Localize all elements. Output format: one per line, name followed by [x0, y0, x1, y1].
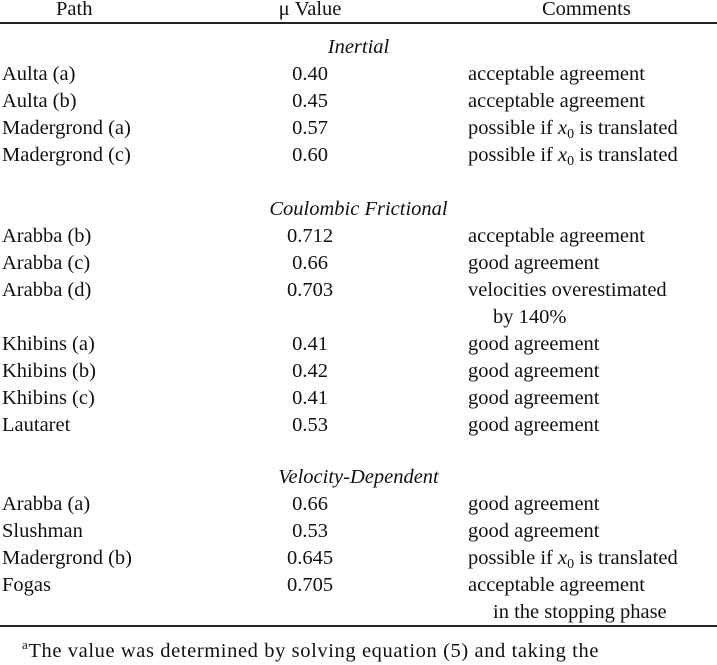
table-row	[0, 385, 717, 412]
table-row	[0, 142, 717, 169]
header-comments: Comments	[542, 0, 631, 20]
mu-cell: 0.40	[292, 63, 328, 85]
path-cell: Fogas	[2, 574, 51, 596]
table-row	[0, 518, 717, 545]
comment-prefix: possible if	[468, 547, 558, 569]
comment-cell: good agreement	[468, 252, 600, 274]
comment-subscript: 0	[567, 557, 575, 572]
mu-cell: 0.705	[286, 574, 334, 596]
comment-continuation: by 140%	[493, 306, 567, 328]
path-cell: Lautaret	[2, 414, 71, 436]
comment-cell	[468, 142, 678, 175]
mu-cell: 0.66	[292, 493, 328, 515]
footnote-marker: a	[22, 637, 29, 652]
table-row	[0, 277, 717, 304]
footnote-text: The value was determined by solving equation (5) and taking the	[28, 640, 600, 662]
mu-cell: 0.60	[292, 144, 328, 166]
top-rule	[0, 22, 717, 24]
comment-variable: x	[557, 144, 568, 166]
path-cell: Slushman	[2, 520, 83, 542]
comment-cell: acceptable agreement	[468, 225, 645, 247]
table-row	[0, 61, 717, 88]
path-cell: Khibins (b)	[2, 360, 96, 382]
header-path: Path	[56, 0, 93, 20]
comment-subscript: 0	[567, 154, 575, 169]
mu-cell: 0.703	[286, 279, 334, 301]
mu-cell: 0.57	[292, 117, 328, 139]
comment-cell: acceptable agreement	[468, 63, 645, 85]
mu-cell: 0.645	[286, 547, 334, 569]
table-row	[0, 358, 717, 385]
table-row	[0, 88, 717, 115]
comment-subscript: 0	[567, 127, 575, 142]
comment-cell: good agreement	[468, 520, 600, 542]
table-row	[0, 250, 717, 277]
section-title-velocity-dependent: Velocity-Dependent	[278, 466, 439, 488]
path-cell: Madergrond (c)	[2, 144, 131, 166]
comment-variable: x	[557, 547, 568, 569]
path-cell: Aulta (b)	[2, 90, 77, 112]
table-row	[0, 223, 717, 250]
path-cell: Arabba (c)	[2, 252, 91, 274]
comment-continuation: in the stopping phase	[493, 601, 667, 623]
mu-cell: 0.53	[292, 520, 328, 542]
path-cell: Khibins (c)	[2, 387, 95, 409]
path-cell: Khibins (a)	[2, 333, 95, 355]
path-cell: Arabba (a)	[2, 493, 91, 515]
bottom-rule	[0, 625, 717, 627]
comment-cell: good agreement	[468, 333, 600, 355]
path-cell: Arabba (b)	[2, 225, 92, 247]
table-row	[0, 545, 717, 572]
table-row	[0, 115, 717, 142]
table-row	[0, 331, 717, 358]
comment-cell: good agreement	[468, 493, 600, 515]
comment-cell: good agreement	[468, 414, 600, 436]
mu-cell: 0.53	[292, 414, 328, 436]
comment-suffix: is translated	[574, 547, 678, 569]
path-cell: Aulta (a)	[2, 63, 76, 85]
comment-variable: x	[557, 117, 568, 139]
comment-suffix: is translated	[574, 144, 678, 166]
comment-cell: good agreement	[468, 387, 600, 409]
table-row-continuation	[0, 599, 717, 626]
section-title-coulombic-frictional: Coulombic Frictional	[269, 198, 448, 220]
path-cell: Madergrond (a)	[2, 117, 131, 139]
mu-cell: 0.66	[292, 252, 328, 274]
mu-cell: 0.41	[292, 333, 328, 355]
comment-cell: acceptable agreement	[468, 574, 645, 596]
table-row	[0, 572, 717, 599]
comment-prefix: possible if	[468, 144, 558, 166]
comment-cell: velocities overestimated	[468, 279, 667, 301]
comment-cell: good agreement	[468, 360, 600, 382]
mu-cell: 0.45	[292, 90, 328, 112]
path-cell: Arabba (d)	[2, 279, 92, 301]
mu-cell: 0.712	[286, 225, 334, 247]
section-title-inertial: Inertial	[327, 36, 390, 58]
footnote	[22, 631, 599, 665]
header-mu-value: μ Value	[278, 0, 342, 20]
table-row	[0, 412, 717, 439]
table-row-continuation	[0, 304, 717, 331]
mu-cell: 0.42	[292, 360, 328, 382]
comment-cell: acceptable agreement	[468, 90, 645, 112]
table-row	[0, 491, 717, 518]
comment-suffix: is translated	[574, 117, 678, 139]
mu-cell: 0.41	[292, 387, 328, 409]
comment-prefix: possible if	[468, 117, 558, 139]
path-cell: Madergrond (b)	[2, 547, 132, 569]
